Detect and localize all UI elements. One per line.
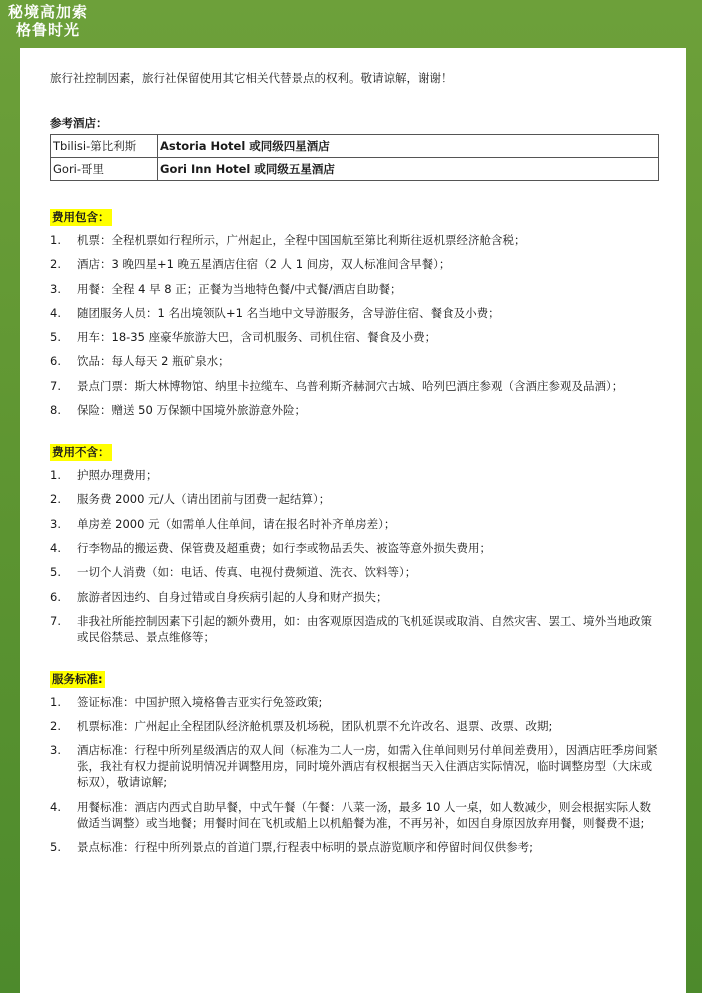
- list-item: [50, 589, 662, 605]
- list-item-text: 机票标准：广州起止全程团队经济舱机票及机场税，团队机票不允许改名、退票、改票、改期;: [77, 719, 553, 734]
- list-item-text: 非我社所能控制因素下引起的额外费用，如：由客观原因造成的飞机延误或取消、自然灾害、罢工、境外当地政策或民俗禁忌、景点维修等；: [77, 613, 652, 644]
- list-item-number: 4.: [50, 305, 61, 320]
- watermark-text: 行以解忧，在有暴走: [439, 965, 692, 990]
- list-item-number: 3.: [50, 743, 61, 758]
- list-item-text: 行李物品的搬运费、保管费及超重费；如行李或物品丢失、被盗等意外损失费用；: [77, 540, 491, 555]
- list-item-number: 7.: [50, 378, 61, 393]
- section-list: [50, 467, 662, 645]
- hotel-name: Gori Inn Hotel 或同级五星酒店: [158, 158, 659, 181]
- list-item: [50, 491, 662, 507]
- list-item-number: 2.: [50, 719, 61, 734]
- sections-container: [50, 209, 662, 855]
- list-item: [50, 467, 662, 483]
- section: [50, 671, 662, 855]
- list-item: [50, 378, 662, 394]
- list-item-number: 7.: [50, 613, 61, 628]
- list-item-number: 4.: [50, 799, 61, 814]
- list-item: [50, 256, 662, 272]
- section: [50, 444, 662, 645]
- list-item-number: 5.: [50, 840, 61, 855]
- list-item-number: 6.: [50, 354, 61, 369]
- list-item-text: 签证标准：中国护照入境格鲁吉亚实行免签政策;: [77, 694, 323, 709]
- list-item-text: 酒店：3 晚四星+1 晚五星酒店住宿（2 人 1 间房，双人标准间含早餐）；: [77, 257, 451, 272]
- list-item: [50, 694, 662, 710]
- list-item-number: 5.: [50, 330, 61, 345]
- list-item-text: 景点标准：行程中所列景点的首道门票,行程表中标明的景点游览顺序和停留时间仅供参考;: [77, 840, 534, 855]
- list-item: [50, 329, 662, 345]
- list-item-text: 用车：18-35 座豪华旅游大巴，含司机服务、司机住宿、餐食及小费；: [77, 330, 437, 345]
- document-page: [20, 48, 686, 993]
- list-item-text: 一切个人消费（如：电话、传真、电视付费频道、洗衣、饮料等）；: [77, 565, 417, 580]
- list-item-text: 饮品：每人每天 2 瓶矿泉水；: [77, 354, 230, 369]
- list-item-text: 用餐标准：酒店内西式自助早餐，中式午餐（午餐：八菜一汤，最多 10 人一桌，如人数减少，则会根据实际人数做适当调整）或当地餐；用餐时间在飞机或船上以机船餐为准，不再另补，如因自身原因放弃用餐，则餐费不退;: [77, 799, 651, 830]
- list-item: [50, 353, 662, 369]
- hotel-city: Tbilisi-第比利斯: [51, 135, 158, 158]
- list-item-text: 酒店标准：行程中所列星级酒店的双人间（标准为二人一房，如需入住单间则另付单间差费用），因酒店旺季房间紧张，我社有权力提前说明情况并调整用房，同时境外酒店有权根据当天入住酒店实际情况，临时调整房型（大床或标双），敬请谅解;: [77, 743, 658, 790]
- list-item-number: 1.: [50, 694, 61, 709]
- brand-logo-line2: 格鲁时光: [16, 21, 81, 39]
- list-item-number: 1.: [50, 468, 61, 483]
- list-item-text: 景点门票：斯大林博物馆、纳里卡拉缆车、乌普利斯齐赫洞穴古城、哈列巴酒庄参观（含酒庄参观及品酒）；: [77, 378, 624, 393]
- list-item-number: 8.: [50, 403, 61, 418]
- list-item-text: 旅游者因违约、自身过错或自身疾病引起的人身和财产损失；: [77, 589, 388, 604]
- list-item-number: 5.: [50, 565, 61, 580]
- section: [50, 209, 662, 418]
- hotel-city: Gori-哥里: [51, 158, 158, 181]
- list-item-number: 2.: [50, 492, 61, 507]
- list-item-text: 用餐：全程 4 早 8 正；正餐为当地特色餐/中式餐/酒店自助餐；: [77, 281, 402, 296]
- list-item: [50, 402, 662, 418]
- list-item: [50, 839, 662, 855]
- list-item-number: 6.: [50, 589, 61, 604]
- section-title: 费用包含：: [52, 210, 110, 224]
- section-title: 服务标准:: [52, 671, 103, 686]
- section-list: [50, 694, 662, 855]
- list-item-number: 4.: [50, 540, 61, 555]
- list-item-number: 3.: [50, 281, 61, 296]
- brand-logo-line1: 秘境高加索: [8, 3, 89, 21]
- table-row: [51, 158, 659, 181]
- list-item-text: 机票：全程机票如行程所示，广州起止，全程中国国航至第比利斯往返机票经济舱含税；: [77, 233, 526, 247]
- list-item-text: 保险：赠送 50 万保额中国境外旅游意外险；: [77, 403, 306, 418]
- list-item: [50, 613, 662, 645]
- hotel-name: Astoria Hotel 或同级四星酒店: [158, 135, 659, 158]
- list-item: [50, 540, 662, 556]
- list-item: [50, 742, 662, 790]
- list-item-text: 单房差 2000 元（如需单人住单间，请在报名时补齐单房差）；: [77, 516, 396, 531]
- list-item: [50, 305, 662, 321]
- hotels-title: 参考酒店：: [50, 116, 108, 130]
- hotels-table: [50, 134, 659, 181]
- intro-text: 旅行社控制因素，旅行社保留使用其它相关代替景点的权利。敬请谅解，谢谢！: [50, 71, 453, 85]
- list-item-text: 随团服务人员：1 名出境领队+1 名当地中文导游服务，含导游住宿、餐食及小费；: [77, 305, 500, 320]
- document-content: [50, 70, 662, 881]
- brand-logo: [8, 3, 88, 39]
- table-row: [51, 135, 659, 158]
- list-item-number: 3.: [50, 516, 61, 531]
- list-item: [50, 718, 662, 734]
- list-item-number: 1.: [50, 233, 61, 247]
- list-item: [50, 564, 662, 580]
- list-item-text: 护照办理费用；: [77, 468, 158, 483]
- list-item: [50, 799, 662, 831]
- section-title: 费用不含：: [52, 445, 110, 460]
- section-list: [50, 232, 662, 418]
- list-item-number: 2.: [50, 257, 61, 272]
- list-item: [50, 281, 662, 297]
- list-item: [50, 232, 662, 248]
- list-item: [50, 516, 662, 532]
- list-item-text: 服务费 2000 元/人（请出团前与团费一起结算）；: [77, 492, 331, 507]
